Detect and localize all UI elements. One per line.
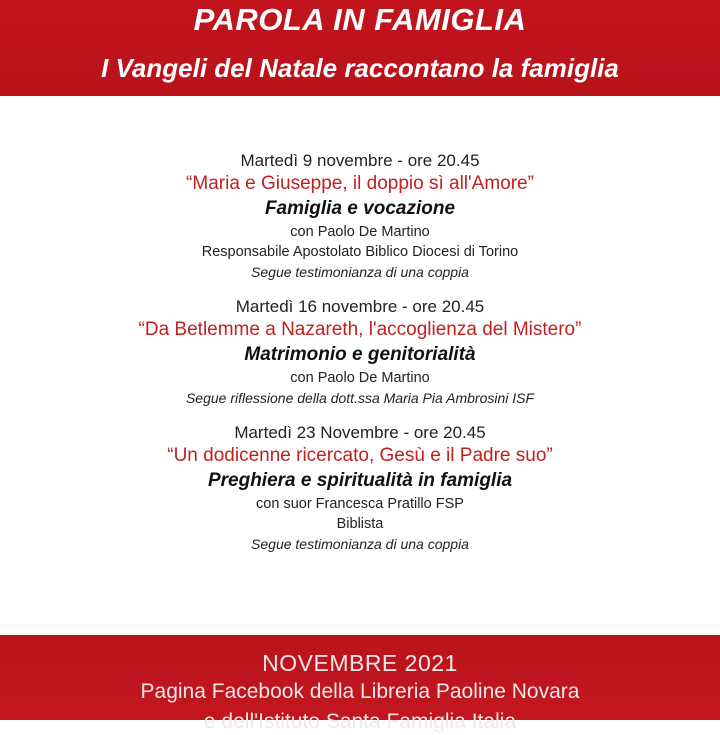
speaker-role: Biblista	[336, 516, 384, 532]
event-3	[0, 422, 720, 554]
event-2	[0, 296, 720, 408]
event-note: Segue testimonianza di una coppia	[251, 264, 469, 280]
event-date: Martedì 16 novembre - ore 20.45	[235, 297, 485, 316]
footer-month: NOVEMBRE 2021	[262, 650, 458, 676]
footer-facebook-line: Pagina Facebook della Libreria Paoline Novara	[140, 680, 580, 703]
event-quote: “Maria e Giuseppe, il doppio sì all'Amore”	[186, 173, 534, 194]
event-theme: Famiglia e vocazione	[264, 198, 456, 219]
footer-banner	[0, 635, 720, 733]
header-banner	[0, 0, 720, 96]
event-theme: Matrimonio e genitorialità	[244, 344, 476, 365]
poster-title: PAROLA IN FAMIGLIA	[193, 2, 527, 37]
poster-subtitle: I Vangeli del Natale raccontano la famiglia	[101, 53, 619, 83]
event-note: Segue riflessione della dott.ssa Maria Pia Ambrosini ISF	[185, 390, 535, 406]
event-speaker: con Paolo De Martino	[290, 370, 430, 386]
event-1	[0, 150, 720, 282]
event-quote: “Da Betlemme a Nazareth, l'accoglienza del Mistero”	[138, 319, 582, 340]
event-date: Martedì 23 Novembre - ore 20.45	[234, 423, 486, 442]
event-list	[0, 150, 720, 554]
event-speaker: con suor Francesca Pratillo FSP	[256, 496, 464, 512]
footer-institute-line: e dell'Istituto Santa Famiglia Italia	[203, 710, 517, 733]
event-note: Segue testimonianza di una coppia	[251, 536, 469, 552]
event-quote: “Un dodicenne ricercato, Gesù e il Padre suo”	[167, 445, 553, 466]
event-date: Martedì 9 novembre - ore 20.45	[240, 151, 480, 170]
speaker-role: Responsabile Apostolato Biblico Diocesi di Torino	[201, 244, 519, 260]
event-theme: Preghiera e spiritualità in famiglia	[207, 470, 513, 491]
event-speaker: con Paolo De Martino	[290, 224, 430, 240]
